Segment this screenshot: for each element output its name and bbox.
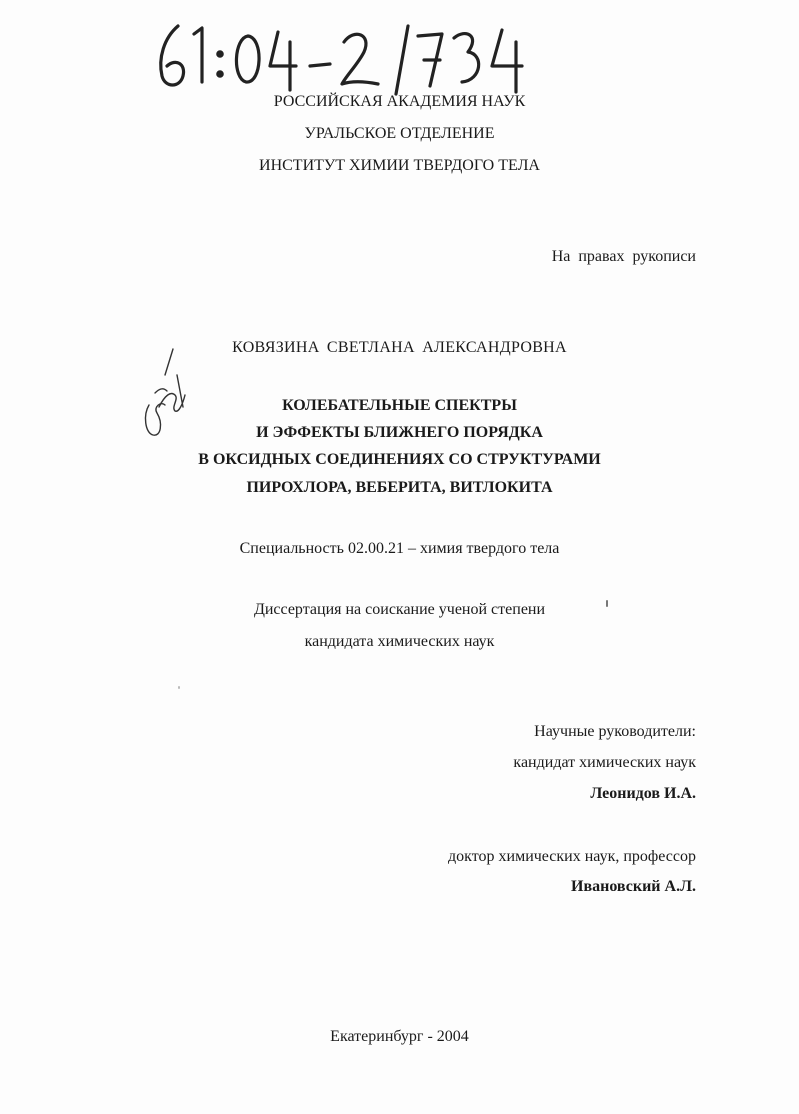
dissertation-line-2: кандидата химических наук — [304, 633, 495, 650]
scan-speck — [178, 686, 180, 689]
scan-speck — [606, 600, 608, 607]
title-line-3: В ОКСИДНЫХ СОЕДИНЕНИЯХ СО СТРУКТУРАМИ — [198, 451, 601, 468]
institution-line-1: РОССИЙСКАЯ АКАДЕМИЯ НАУК — [273, 93, 526, 110]
rights-note: На правах рукописи — [551, 248, 696, 265]
supervisor-1-degree: кандидат химических наук — [513, 754, 696, 771]
title-line-2: И ЭФФЕКТЫ БЛИЖНЕГО ПОРЯДКА — [256, 424, 543, 441]
title-line-1: КОЛЕБАТЕЛЬНЫЕ СПЕКТРЫ — [282, 397, 517, 414]
handwritten-archive-number — [150, 20, 530, 98]
specialty: Специальность 02.00.21 – химия твердого тела — [239, 540, 560, 557]
supervisor-1-name: Леонидов И.А. — [590, 785, 696, 802]
title-line-4: ПИРОХЛОРА, ВЕБЕРИТА, ВИТЛОКИТА — [246, 479, 553, 496]
city-year: Екатеринбург - 2004 — [330, 1028, 469, 1045]
supervisor-2-name: Ивановский А.Л. — [571, 878, 696, 895]
institution-line-2: УРАЛЬСКОЕ ОТДЕЛЕНИЕ — [304, 125, 495, 142]
author-name: КОВЯЗИНА СВЕТЛАНА АЛЕКСАНДРОВНА — [232, 339, 567, 356]
dissertation-line-1: Диссертация на соискание ученой степени — [253, 601, 546, 618]
supervisors-heading: Научные руководители: — [534, 723, 696, 740]
supervisor-2-degree: доктор химических наук, профессор — [448, 848, 696, 865]
institution-line-3: ИНСТИТУТ ХИМИИ ТВЕРДОГО ТЕЛА — [259, 157, 540, 174]
